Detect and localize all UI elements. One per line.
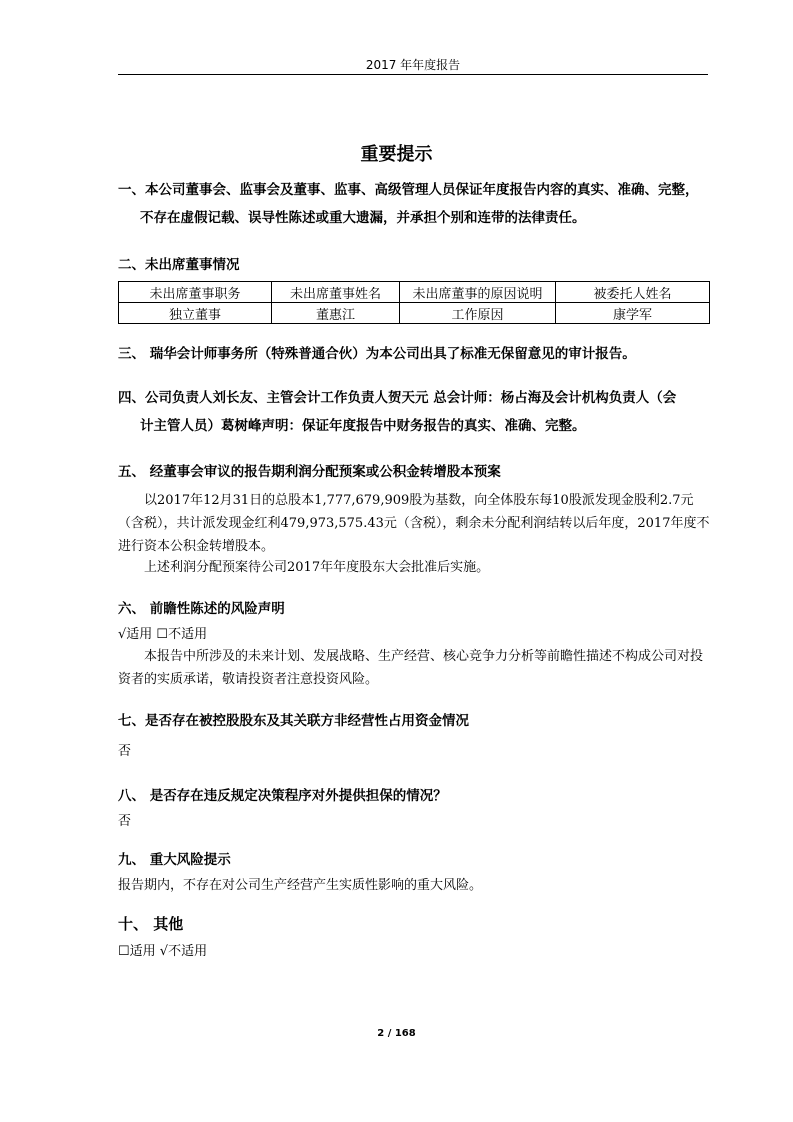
section-2-heading: 二、未出席董事情况 <box>118 257 240 273</box>
section-6-applicability: √适用 ☐不适用 <box>118 627 208 642</box>
section-6-heading: 六、 前瞻性陈述的风险声明 <box>118 601 285 617</box>
table-header-cell: 未出席董事的原因说明 <box>400 282 556 303</box>
table-header-cell: 未出席董事职务 <box>119 282 272 303</box>
table-cell: 董惠江 <box>272 303 400 324</box>
section-4-line-1: 四、公司负责人刘长友、主管会计工作负责人贺天元 总会计师：杨占海及会计机构负责人（会 <box>118 390 677 406</box>
section-1-line-2: 不存在虚假记载、误导性陈述或重大遗漏，并承担个别和连带的法律责任。 <box>140 210 586 226</box>
section-6-paragraph: 本报告中所涉及的未来计划、发展战略、生产经营、核心竞争力分析等前瞻性描述不构成公司对投资者的实质承诺，敬请投资者注意投资风险。 <box>118 649 704 687</box>
table-cell: 独立董事 <box>119 303 272 324</box>
page-number: 2 / 168 <box>377 1028 416 1039</box>
section-7-heading: 七、是否存在被控股股东及其关联方非经营性占用资金情况 <box>118 713 469 729</box>
section-10-heading: 十、 其他 <box>118 915 184 933</box>
table-row <box>119 303 710 324</box>
table-header-cell: 被委托人姓名 <box>556 282 710 303</box>
page-title: 重要提示 <box>360 144 433 165</box>
section-5-paragraph-2: 上述利润分配预案待公司2017年年度股东大会批准后实施。 <box>144 560 490 575</box>
section-3-text: 三、 瑞华会计师事务所（特殊普通合伙）为本公司出具了标准无保留意见的审计报告。 <box>118 346 636 362</box>
section-9-text: 报告期内，不存在对公司生产经营产生实质性影响的重大风险。 <box>118 878 483 893</box>
section-5-heading: 五、 经董事会审议的报告期利润分配预案或公积金转增股本预案 <box>118 464 501 480</box>
section-4-line-2: 计主管人员）葛树峰声明：保证年度报告中财务报告的真实、准确、完整。 <box>140 418 586 434</box>
page-header: 2017 年年度报告 <box>365 58 461 72</box>
table-header-row <box>119 282 710 303</box>
section-10-applicability: ☐适用 √不适用 <box>118 944 208 959</box>
absent-directors-table <box>118 281 710 324</box>
section-8-heading: 八、 是否存在违反规定决策程序对外提供担保的情况？ <box>118 788 447 804</box>
table-cell: 工作原因 <box>400 303 556 324</box>
section-9-heading: 九、 重大风险提示 <box>118 852 231 868</box>
section-5-paragraph-1: 以2017年12月31日的总股本1,777,679,909股为基数，向全体股东每10股派发现金股利2.7元（含税），共计派发现金红利479,973,575.43元（含税），剩余未分配利润结转以后年度，2017年度不进行资本公积金转增股本。 <box>118 493 710 554</box>
header-divider <box>118 74 708 75</box>
table-header-cell: 未出席董事姓名 <box>272 282 400 303</box>
section-1-line-1: 一、本公司董事会、监事会及董事、监事、高级管理人员保证年度报告内容的真实、准确、完整， <box>118 182 699 198</box>
section-8-answer: 否 <box>118 814 132 829</box>
table-cell: 康学军 <box>556 303 710 324</box>
section-7-answer: 否 <box>118 744 132 759</box>
